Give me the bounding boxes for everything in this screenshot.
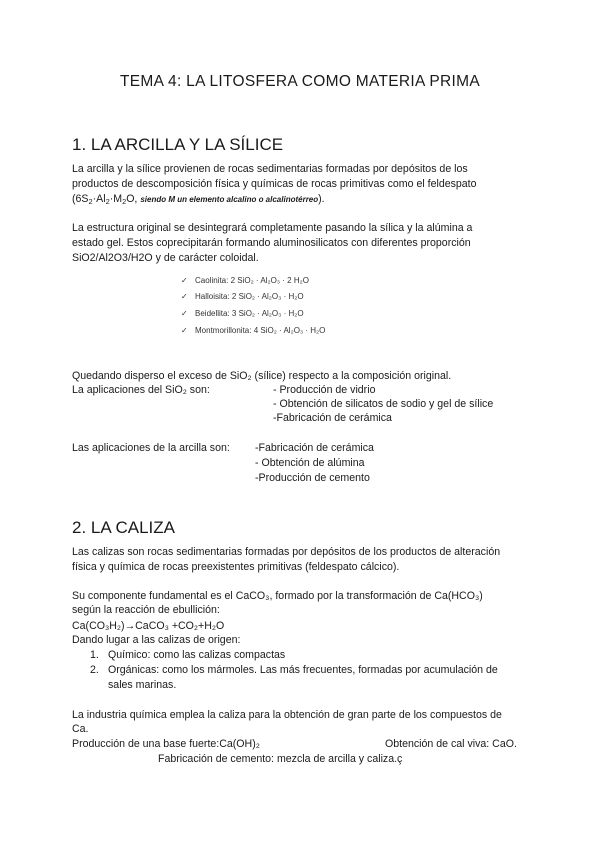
s1-paragraph-3: Quedando disperso el exceso de SiO₂ (sílice) respecto a la composición original. [72, 370, 452, 382]
s2-paragraph-2-line-1: Su componente fundamental es el CaCO₃, formado por la transformación de Ca(HCO₃) [72, 590, 483, 602]
section-1-heading: 1. LA ARCILLA Y LA SÍLICE [72, 135, 284, 154]
formula-part: ·M [109, 193, 123, 205]
sio2-app-item: - Producción de vidrio [273, 384, 376, 396]
check-icon: ✓ [181, 326, 188, 335]
list-item-text: Orgánicas: como los mármoles. Las más frecuentes, formadas por acumulación de [108, 664, 498, 676]
s1-paragraph-2-line-1: La estructura original se desintegrará completamente pasando la sílica y la alúmina a [72, 222, 473, 234]
ebullition-reaction: Ca(CO₃H₂)→CaCO₃ +CO₂+H₂O [72, 620, 225, 632]
quicklime-line: Obtención de cal viva: CaO. [385, 738, 517, 750]
s2-paragraph-1-line-1: Las calizas son rocas sedimentarias formadas por depósitos de los productos de alteración [72, 546, 501, 558]
list-item-text: Químico: como las calizas compactas [108, 649, 286, 661]
formula-sub: 2 [105, 197, 110, 206]
list-item-number: 1. [90, 649, 99, 661]
s1-paragraph-2-line-2: estado gel. Estos coprecipitarán formando aluminosilicatos con diferentes proporción [72, 237, 471, 249]
s1-paragraph-1-line-3 [72, 192, 325, 208]
s2-paragraph-3: Dando lugar a las calizas de origen: [72, 634, 241, 646]
sio2-apps-intro: La aplicaciones del SiO₂ son: [72, 384, 210, 396]
mineral-item: ✓ Halloisita: 2 SiO₂ · Al₂O₃ · H₂O [181, 292, 304, 301]
sio2-app-item: - Obtención de silicatos de sodio y gel de sílice [273, 398, 494, 410]
check-icon: ✓ [181, 292, 188, 301]
mineral-item: ✓ Montmorillonita: 4 SiO₂ · Al₂O₃ · H₂O [181, 326, 326, 335]
formula-end: ). [318, 193, 325, 205]
s2-paragraph-4-line-1: La industria química emplea la caliza para la obtención de gran parte de los compuestos de [72, 709, 502, 721]
mineral-item: ✓ Beidellita: 3 SiO₂ · Al₂O₃ · H₂O [181, 309, 304, 318]
page-title: TEMA 4: LA LITOSFERA COMO MATERIA PRIMA [120, 73, 480, 90]
clay-app-item: -Fabricación de cerámica [255, 442, 374, 454]
check-icon: ✓ [181, 309, 188, 318]
s2-paragraph-2-line-2: según la reacción de ebullición: [72, 604, 220, 616]
cement-line: Fabricación de cemento: mezcla de arcilla y caliza.ç [158, 753, 403, 765]
strong-base-line: Producción de una base fuerte:Ca(OH)₂ [72, 738, 260, 750]
clay-app-item: -Producción de cemento [255, 472, 370, 484]
sio2-app-item: -Fabricación de cerámica [273, 412, 392, 424]
s1-paragraph-1-line-1: La arcilla y la sílice provienen de rocas sedimentarias formadas por depósitos de los [72, 163, 468, 175]
s2-paragraph-4-line-2: Ca. [72, 723, 89, 735]
formula-part: ·Al [92, 193, 106, 205]
feldspar-note: siendo M un elemento alcalino o alcalinotérreo [140, 195, 319, 204]
formula-sub: 2 [122, 197, 127, 206]
formula-sub: 2 [88, 197, 93, 206]
list-item-number: 2. [90, 664, 99, 676]
clay-apps-intro: Las aplicaciones de la arcilla son: [72, 442, 230, 454]
section-2-heading: 2. LA CALIZA [72, 518, 175, 537]
s2-paragraph-1-line-2: física y química de rocas preexistentes primitivas (feldespato cálcico). [72, 561, 400, 573]
s1-paragraph-2-line-3: SiO2/Al2O3/H2O y de carácter coloidal. [72, 252, 259, 264]
formula-part: (6S [72, 193, 89, 205]
mineral-item: ✓ Caolinita: 2 SiO₂ · Al₂O₃ · 2 H₂O [181, 276, 309, 285]
clay-app-item: - Obtención de alúmina [255, 457, 365, 469]
list-item-continuation: sales marinas. [108, 679, 177, 691]
check-icon: ✓ [181, 276, 188, 285]
s1-paragraph-1-line-2: productos de descomposición física y químicas de rocas primitivas como el feldespato [72, 178, 477, 190]
formula-part: O, [126, 193, 138, 205]
